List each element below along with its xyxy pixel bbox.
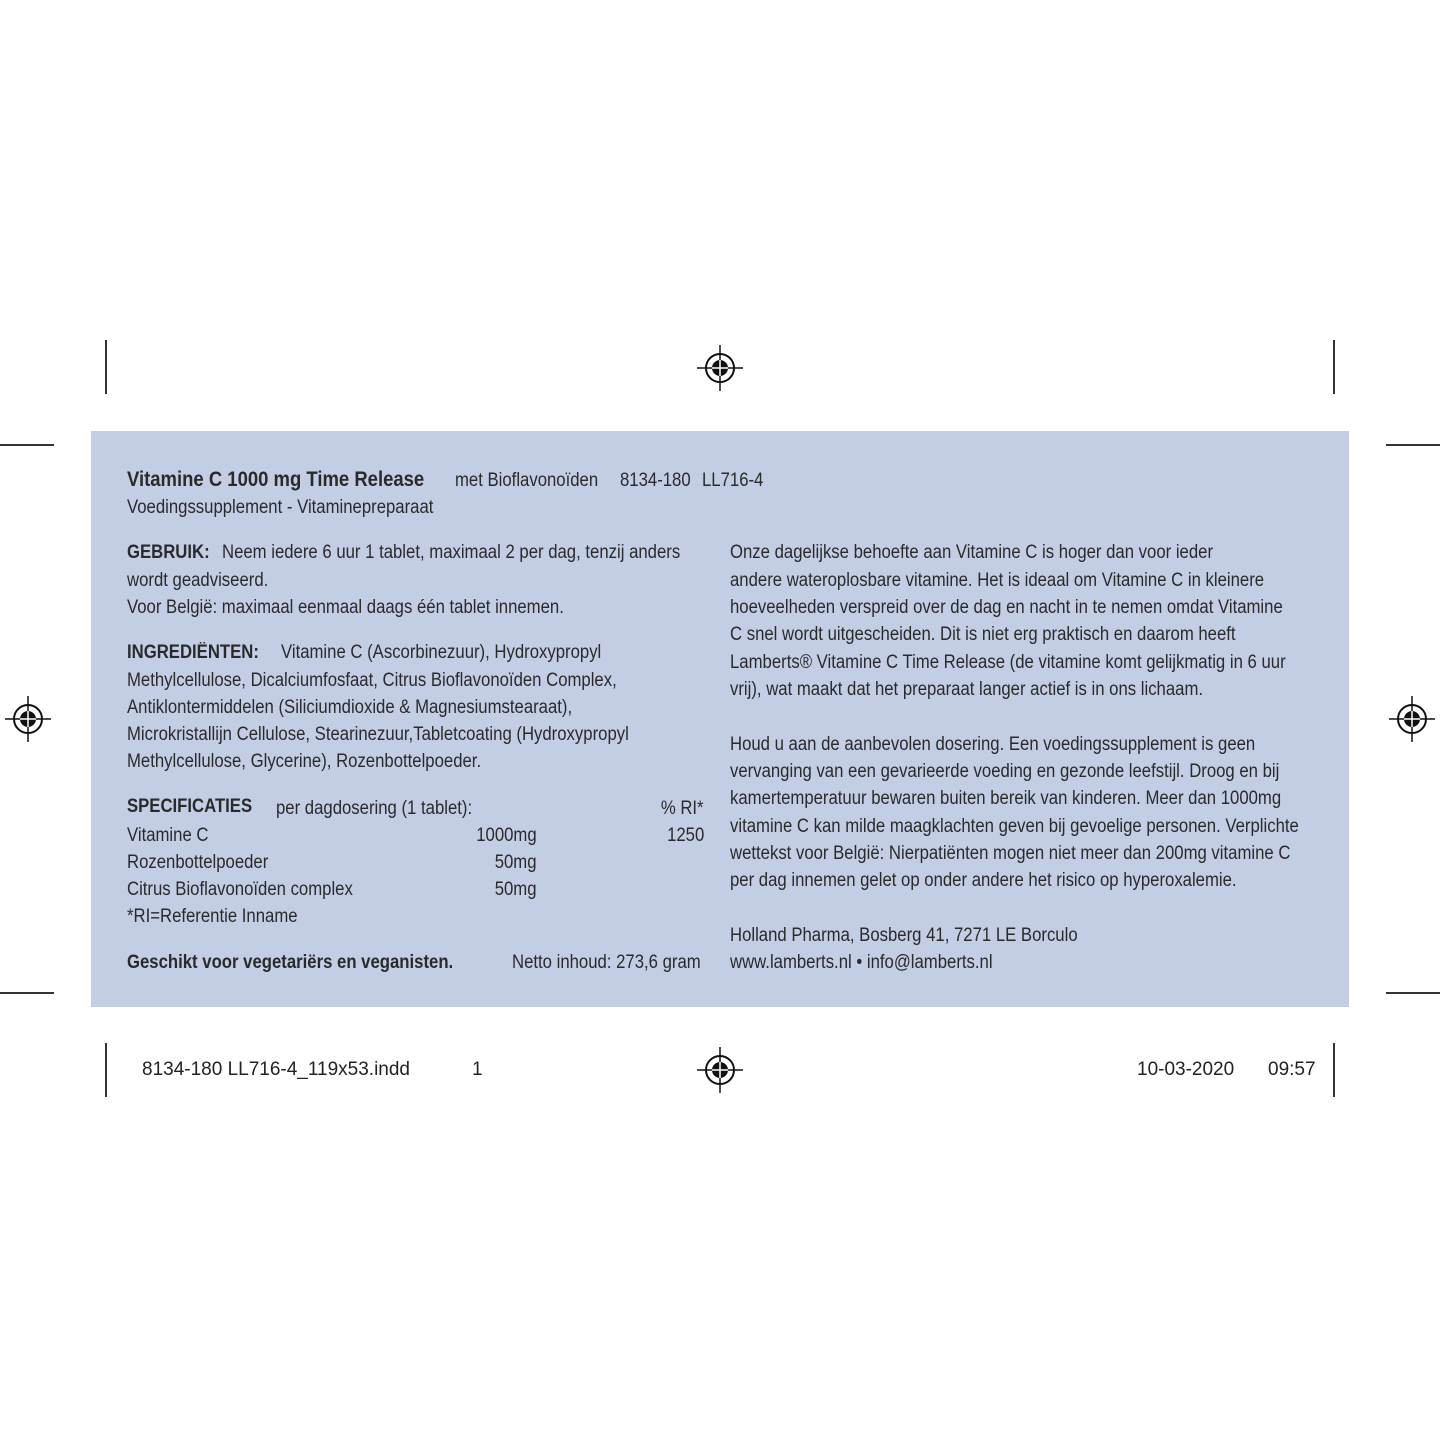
warning-paragraph-line: Houd u aan de aanbevolen dosering. Een voedingssupplement is geen: [730, 734, 1256, 755]
spec-row-ri: 1250: [666, 825, 704, 846]
ingredienten-text: Vitamine C (Ascorbinezuur), Hydroxypropyl: [281, 642, 602, 663]
info-paragraph-line: hoeveelheden verspreid over de dag en nacht in te nemen omdat Vitamine: [730, 597, 1283, 618]
registration-mark-right-icon: [1389, 696, 1435, 742]
gebruik-text: wordt geadviseerd.: [127, 570, 269, 591]
net-content: Netto inhoud: 273,6 gram: [512, 952, 701, 973]
crop-mark-top-left: [105, 340, 107, 394]
gebruik-heading: GEBRUIK:: [127, 542, 210, 563]
info-paragraph-line: Lamberts® Vitamine C Time Release (de vitamine komt gelijkmatig in 6 uur: [730, 652, 1286, 673]
crop-mark-bottom-right: [1333, 1043, 1335, 1097]
crop-mark-left-lower: [0, 992, 54, 994]
manufacturer-address: Holland Pharma, Bosberg 41, 7271 LE Borculo: [730, 925, 1078, 946]
print-date: 10-03-2020: [1137, 1059, 1235, 1080]
registration-mark-left-icon: [5, 696, 51, 742]
manufacturer-web: www.lamberts.nl • info@lamberts.nl: [730, 952, 993, 973]
gebruik-text: Voor België: maximaal eenmaal daags één tablet innemen.: [127, 597, 564, 618]
ri-footnote: *RI=Referentie Inname: [127, 906, 298, 927]
warning-paragraph-line: vervanging van een gevarieerde voeding en gezonde leefstijl. Droog en bij: [730, 761, 1280, 782]
ingredienten-text: Methylcellulose, Glycerine), Rozenbottelpoeder.: [127, 751, 482, 772]
spec-row-name: Vitamine C: [127, 825, 209, 846]
label-code: LL716-4: [702, 470, 764, 491]
info-paragraph-line: C snel wordt uitgescheiden. Dit is niet erg praktisch en daarom heeft: [730, 624, 1236, 645]
ri-column-header: % RI*: [661, 798, 704, 819]
specificaties-subheading: per dagdosering (1 tablet):: [276, 798, 473, 819]
spec-row-amount: 50mg: [495, 879, 537, 900]
registration-mark-bottom-icon: [697, 1047, 743, 1093]
crop-mark-right-lower: [1386, 992, 1440, 994]
warning-paragraph-line: kamertemperatuur bewaren buiten bereik van kinderen. Meer dan 1000mg: [730, 788, 1282, 809]
product-code: 8134-180: [620, 470, 691, 491]
warning-paragraph-line: per dag innemen gelet op onder andere het risico op hyperoxalemie.: [730, 870, 1237, 891]
specificaties-heading: SPECIFICATIES: [127, 796, 253, 817]
crop-mark-bottom-left: [105, 1043, 107, 1097]
info-paragraph-line: Onze dagelijkse behoefte aan Vitamine C is hoger dan voor ieder: [730, 542, 1214, 563]
spec-row-amount: 1000mg: [476, 825, 537, 846]
ingredienten-text: Antiklontermiddelen (Siliciumdioxide & Magnesiumstearaat),: [127, 697, 573, 718]
gebruik-text: Neem iedere 6 uur 1 tablet, maximaal 2 per dag, tenzij anders: [222, 542, 681, 563]
ingredienten-heading: INGREDIËNTEN:: [127, 642, 259, 663]
print-page-number: 1: [472, 1059, 483, 1080]
warning-paragraph-line: vitamine C kan milde maagklachten geven bij gevoelige personen. Verplichte: [730, 816, 1299, 837]
ingredienten-text: Methylcellulose, Dicalciumfosfaat, Citrus Bioflavonoïden Complex,: [127, 670, 617, 691]
ingredienten-text: Microkristallijn Cellulose, Stearinezuur,Tabletcoating (Hydroxypropyl: [127, 724, 629, 745]
crop-mark-right-upper: [1386, 444, 1440, 446]
product-title: Vitamine C 1000 mg Time Release: [127, 468, 425, 491]
info-paragraph-line: andere wateroplosbare vitamine. Het is ideaal om Vitamine C in kleinere: [730, 570, 1265, 591]
crop-mark-top-right: [1333, 340, 1335, 394]
product-subtitle: Voedingssupplement - Vitaminepreparaat: [127, 497, 434, 518]
spec-row-name: Rozenbottelpoeder: [127, 852, 269, 873]
print-time: 09:57: [1268, 1059, 1316, 1080]
spec-row-amount: 50mg: [495, 852, 537, 873]
info-paragraph-line: vrij), wat maakt dat het preparaat langer actief is in ons lichaam.: [730, 679, 1204, 700]
product-title-suffix: met Bioflavonoïden: [455, 470, 599, 491]
print-file-name: 8134-180 LL716-4_119x53.indd: [142, 1059, 410, 1080]
spec-row-name: Citrus Bioflavonoïden complex: [127, 879, 353, 900]
registration-mark-top-icon: [697, 345, 743, 391]
warning-paragraph-line: wettekst voor België: Nierpatiënten mogen niet meer dan 200mg vitamine C: [730, 843, 1291, 864]
vegan-statement: Geschikt voor vegetariërs en veganisten.: [127, 952, 454, 973]
crop-mark-left-upper: [0, 444, 54, 446]
